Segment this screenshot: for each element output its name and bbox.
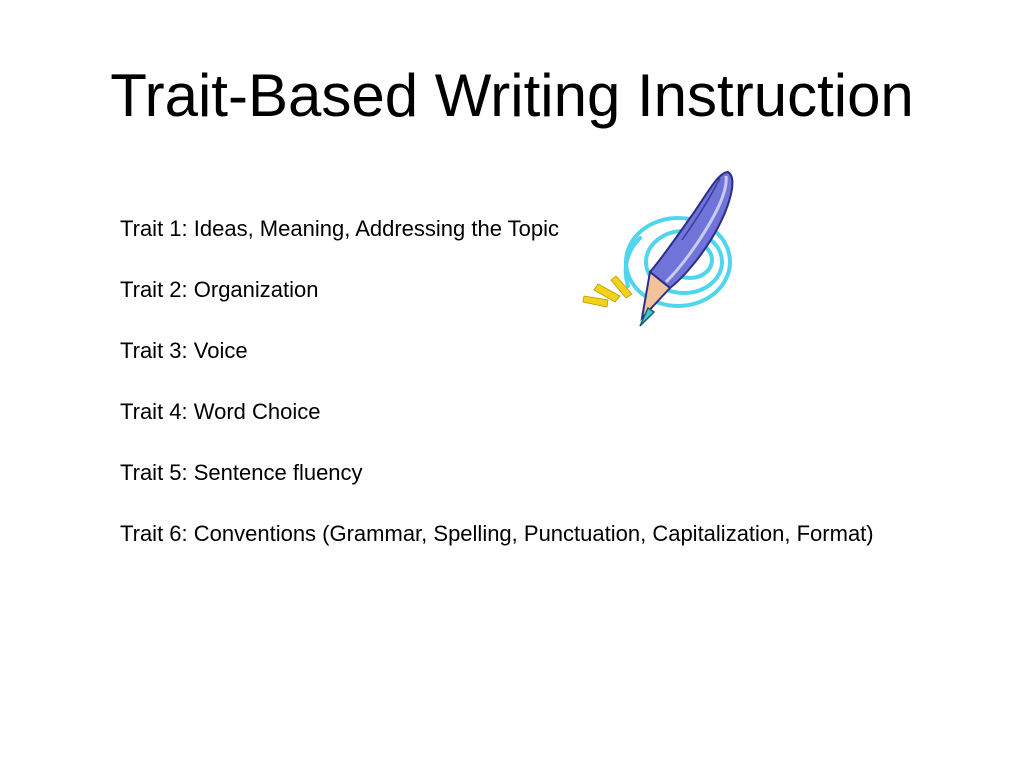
pencil-writing-swirl-icon bbox=[580, 168, 740, 338]
trait-item-4: Trait 4: Word Choice bbox=[120, 399, 321, 424]
trait-item-1: Trait 1: Ideas, Meaning, Addressing the Topic bbox=[120, 216, 560, 241]
trait-item-3: Trait 3: Voice bbox=[120, 338, 248, 363]
slide-title: Trait-Based Writing Instruction bbox=[110, 62, 914, 129]
trait-item-5: Trait 5: Sentence fluency bbox=[120, 460, 363, 485]
trait-item-6: Trait 6: Conventions (Grammar, Spelling, Punctuation, Capitalization, Format) bbox=[120, 521, 874, 546]
trait-item-2: Trait 2: Organization bbox=[120, 277, 319, 302]
trait-list bbox=[120, 214, 874, 580]
